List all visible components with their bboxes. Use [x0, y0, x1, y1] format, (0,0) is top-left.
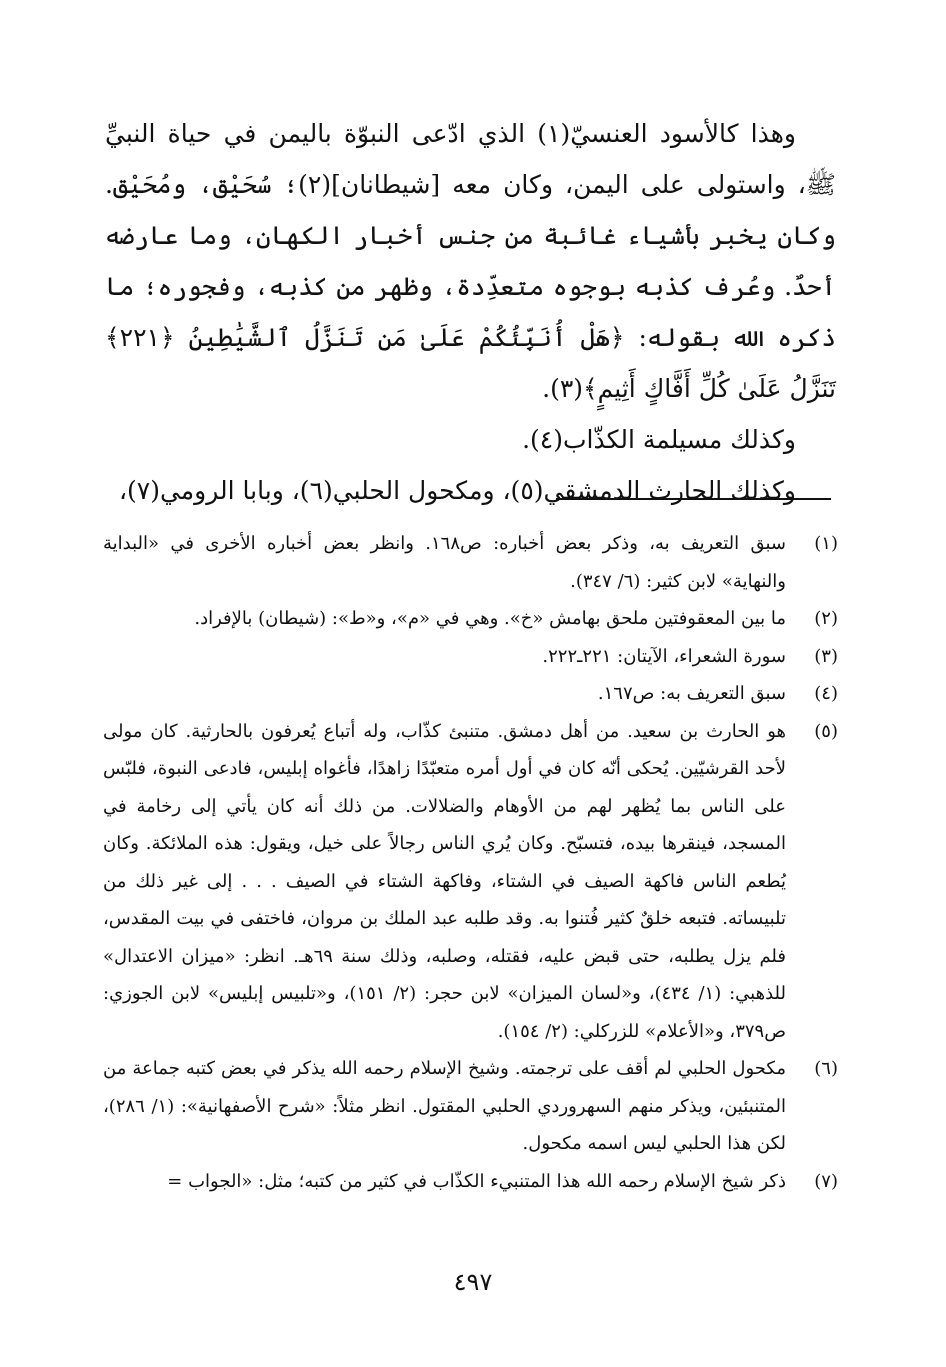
footnote-text: ما بين المعقوفتين ملحق بهامش «خ». وهي في «م»، و«ط»: (شيطان) بالإفراد. [194, 608, 786, 629]
footnote-text: مكحول الحلبي لم أقف على ترجمته. وشيخ الإسلام رحمه الله يذكر في بعض كتبه جماعة من المتنبئين، ويذكر منهم السهروردي الحلبي المقتول. انظر مثلاً: «شرح الأصفهانية»: (١/ ٢٨٦)، لكن هذا الحلبي ليس اسمه مكحول. [103, 1058, 786, 1154]
footnote-text: سبق التعريف به، وذكر بعض أخباره: ص١٦٨. وانظر بعض أخباره الأخرى في «البداية والنهاية» لابن كثير: (٦/ ٣٤٧). [103, 533, 786, 592]
main-paragraph: وكذلك الحارث الدمشقي(٥)، ومكحول الحلبي(٦)، وبابا الرومي(٧)، [118, 476, 796, 505]
footnote-text: ذكر شيخ الإسلام رحمه الله هذا المتنبيء الكذّاب في كثير من كتبه؛ مثل: «الجواب = [167, 1170, 786, 1192]
page-number: ٤٩٧ [453, 1268, 493, 1296]
footnote [103, 1050, 838, 1163]
footnote-text: سبق التعريف به: ص١٦٧. [597, 683, 786, 704]
footnote [103, 713, 838, 1051]
main-paragraph: وكذلك مسيلمة الكذّاب(٤). [522, 425, 796, 454]
footnote-number: (٧) [814, 1170, 838, 1192]
main-paragraph: وهذا كالأسود العنسيّ(١) الذي ادّعى النبوّة باليمن في حياة النبيِّ ﷺ، واستولى على اليمن، وكان معه [شيطانان](٢)؛ سُحَيْق، ومُحَيْق. وكان يخبر بأشياء غائبة من جنس أخبار الكهان، وما عارضه أحدٌ. وعُرف كذبه بوجوه متعدِّدة، وظهر من كذبه، وفجوره؛ ما ذكره الله بقوله: ﴿هَلْ أُنَبِّئُكُمْ عَلَىٰ مَن تَنَزَّلُ ٱلشَّيَٰطِينُ ﴿٢٢١﴾ تَنَزَّلُ عَلَىٰ كُلِّ أَفَّاكٍ أَثِيمٍ﴾(٣). [105, 119, 836, 403]
footnote-separator [556, 498, 831, 500]
footnote [103, 1163, 838, 1201]
main-text [105, 108, 836, 516]
footnote-number: (١) [814, 533, 838, 554]
footnote-number: (٦) [814, 1058, 838, 1079]
footnote-text: هو الحارث بن سعيد. من أهل دمشق. متنبئ كذّاب، وله أتباع يُعرفون بالحارثية. كان مولى لأحد القرشيّين. يُحكى أنّه كان في أول أمره متعبّدًا زاهدًا، فأغواه إبليس، فادعى النبوة، فلبّس على الناس بما يُظهر لهم من الأوهام والضلالات. من ذلك أنه كان يأتي إلى رخامة في المسجد، فينقرها بيده، فتسبّح. وكان يُري الناس رجالاً على خيل، ويقول: هذه الملائكة. وكان يُطعم الناس فاكهة الصيف في الشتاء، وفاكهة الشتاء في الصيف . . . إلى غير ذلك من تلبيساته. فتبعه خلقٌ كثير فُتنوا به. وقد طلبه عبد الملك بن مروان، فاختفى في بيت المقدس، فلم يزل يطلبه، حتى قبض عليه، فقتله، وصلبه، وذلك سنة ٦٩هـ. انظر: «ميزان الاعتدال» للذهبي: (١/ ٤٣٤)، و«لسان الميزان» لابن حجر: (٢/ ١٥١)، و«تلبيس إبليس» لابن الجوزي: ص٣٧٩، و«الأعلام» للزركلي: (٢/ ١٥٤). [103, 720, 786, 1042]
footnotes [103, 525, 838, 1200]
footnote-number: (٣) [814, 645, 838, 667]
footnote-number: (٢) [814, 608, 838, 629]
footnote [103, 675, 838, 713]
footnote [103, 600, 838, 638]
footnote-number: (٤) [814, 683, 838, 704]
footnote [103, 525, 838, 600]
footnote-number: (٥) [814, 720, 838, 742]
footnote [103, 638, 838, 676]
footnote-text: سورة الشعراء، الآيتان: ٢٢١ـ٢٢٢. [542, 645, 786, 667]
